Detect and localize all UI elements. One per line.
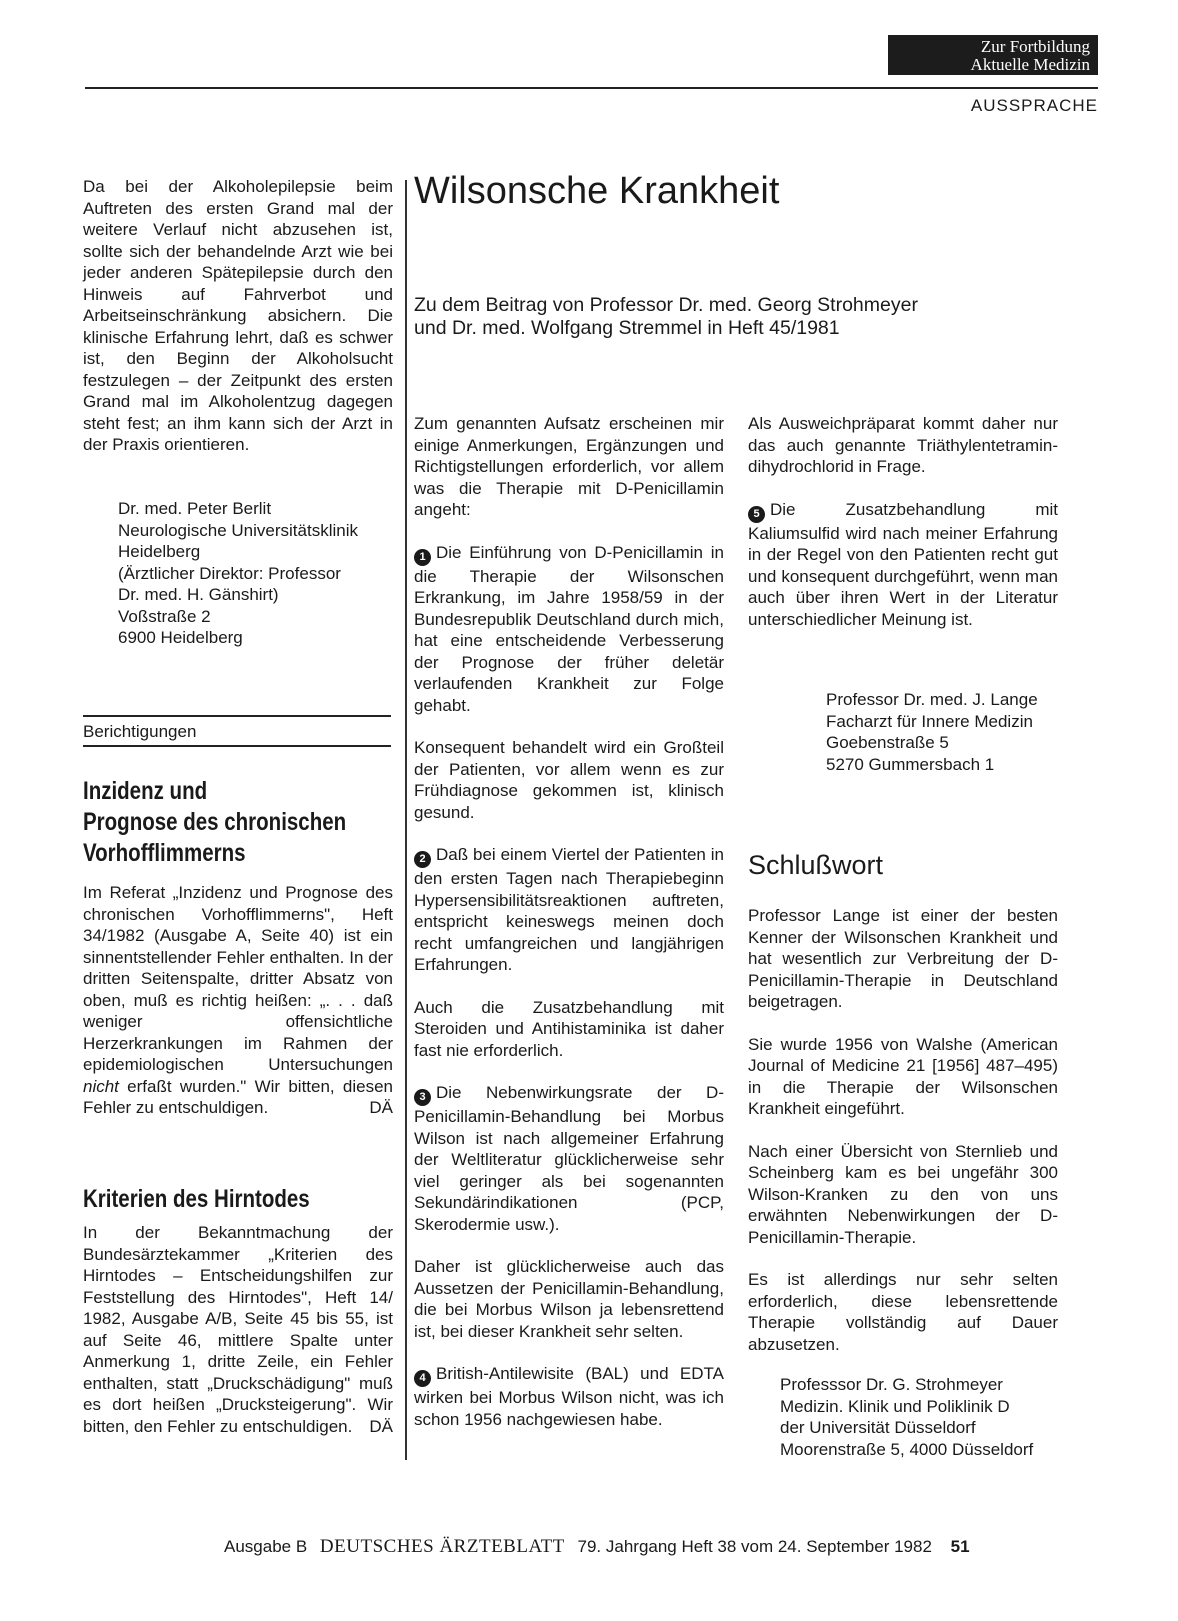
sig-line: 6900 Heidelberg: [118, 628, 243, 647]
author-tag: DÄ: [369, 1098, 393, 1117]
section-box: [888, 35, 1098, 75]
paragraph-numbered: [748, 499, 1058, 631]
article-title: Wilsonsche Krankheit: [414, 170, 780, 212]
paragraph: Professor Lange ist einer der besten Kenner der Wilsonschen Krankheit und hat wesentlich zur Verbreitung der D-Penicillamin-Therapie in Deutschland beigetragen.: [748, 906, 1058, 1011]
paragraph: Konsequent behandelt wird ein Großteil der Patienten, vor allem wenn es zur Frühdiagnose gekommen ist, klinisch gesund.: [414, 738, 724, 822]
sig-line: Facharzt für Innere Medizin: [826, 711, 1033, 731]
paragraph-numbered: [414, 844, 724, 976]
paragraph-numbered: [414, 542, 724, 717]
sig-line: 5270 Gummersbach 1: [826, 754, 995, 774]
hirntod-text: [83, 1222, 393, 1437]
sig-line: Dr. med. H. Gänshirt): [118, 585, 279, 604]
schlusswort-heading: Schlußwort: [748, 850, 884, 880]
sig-line: Moorenstraße 5, 4000 Düsseldorf: [780, 1439, 1034, 1459]
number-badge: 2: [414, 851, 431, 868]
section-box-line1: Zur Fortbildung: [980, 37, 1090, 56]
subtitle-line: Zu dem Beitrag von Professor Dr. med. Georg Strohmeyer: [414, 294, 918, 316]
strohmeyer-signature: [780, 1374, 1080, 1460]
paragraph-text: Die Einführung von D-Penicillamin in die Therapie der Wilsonschen Erkrankung, im Jahre 1958/59 in der Bundesrepublik Deutschland durch mich, hat eine entscheidende Verbesserung der Prognose der früher deletär verlaufenden Krankheit zur Folge gehabt.: [414, 542, 724, 715]
sig-line: Professor Dr. med. J. Lange: [826, 690, 1038, 709]
inzidenz-text-a: Im Referat „Inzidenz und Prognose des chronischen Vorhofflimmerns", Heft 34/1982 (Ausgabe A, Seite 40) ist ein sinnentstellender Fehler enthalten. In der dritten Seitenspalte, dritter Absatz von oben, muß es richtig heißen: „. . . daß weniger offensichtliche Herzerkrankungen im Rahmen der epidemiologischen Untersuchungen: [83, 883, 393, 1074]
paragraph: Daher ist glücklicherweise auch das Aussetzen der Penicillamin-Behandlung, die bei Morbus Wilson ja lebensrettend ist, bei dieser Krankheit sehr selten.: [414, 1257, 724, 1341]
paragraph: Auch die Zusatzbehandlung mit Steroiden und Antihistaminika ist daher fast nie erforderlich.: [414, 997, 724, 1060]
berichtigungen-rule-bottom: [83, 745, 391, 747]
paragraph: Sie wurde 1956 von Walshe (American Journal of Medicine 21 [1956] 487–495) in die Therapie der Wilsonschen Krankheit eingeführt.: [748, 1034, 1058, 1118]
sig-line: Goebenstraße 5: [826, 733, 949, 752]
paragraph: Nach einer Übersicht von Sternlieb und Scheinberg kam es bei ungefähr 300 Wilson-Kranken zu den von uns erwähnten Nebenwirkungen der D-Penicillamin-Therapie.: [748, 1141, 1058, 1247]
sig-line: (Ärztlicher Direktor: Professor: [118, 563, 341, 583]
left-signature: [118, 498, 398, 649]
left-intro: Da bei der Alkoholepilepsie beim Auftreten des ersten Grand mal der weitere Verlauf nicht abzusehen ist, sollte sich der behandelnde Arzt wie bei jeder anderen Spätepilepsie durch den Hinweis auf Fahrverbot und Arbeitseinschränkung absichern. Die klinische Erfahrung lehrt, daß es schwer ist, den Beginn der Alkoholsucht festzulegen – der Zeitpunkt des ersten Grand mal im Alkoholentzug dagegen steht fest; an ihm kann sich der Arzt in der Praxis orientieren.: [83, 177, 393, 454]
footer-journal: DEUTSCHES ÄRZTEBLATT: [319, 1536, 565, 1557]
paragraph: Zum genannten Aufsatz erscheinen mir einige Anmerkungen, Ergänzungen und Richtigstellungen erforderlich, vor allem was die Therapie mit D-Penicillamin angeht:: [414, 414, 724, 519]
article-subtitle: [414, 294, 1094, 340]
hirntod-text-body: In der Bekanntmachung der Bundesärztekammer „Kriterien des Hirntodes – Entscheidungshilfen zur Feststellung des Hirntodes", Heft 14/ 1982, Ausgabe A/B, Seite 45 bis 55, ist auf Seite 46, mittlere Spalte unter Anmerkung 1, dritte Zeile, ein Fehler enthalten, statt „Druckschädigung" muß es dort heißen „Drucksteigerung". Wir bitten, den Fehler zu entschuldigen.: [83, 1223, 393, 1436]
lange-signature: [826, 689, 1086, 775]
page-footer: [224, 1536, 970, 1558]
header-rule: [85, 87, 1098, 89]
berichtigungen-label: Berichtigungen: [83, 722, 197, 741]
heading-line: Prognose des chronischen: [83, 808, 347, 836]
sig-line: Voßstraße 2: [118, 606, 211, 626]
heading-line: Vorhofflimmerns: [83, 839, 246, 867]
number-badge: 4: [414, 1370, 431, 1387]
paragraph-text: Die Nebenwirkungsrate der D-Penicillamin-Behandlung bei Morbus Wilson ist nach allgemeiner Erfahrung der Weltliteratur glücklicherweise sehr viel geringer als bei sogenannten Sekundärindikationen (PCP, Skerodermie usw.).: [414, 1083, 724, 1234]
author-tag: DÄ: [369, 1416, 393, 1436]
sig-line: Medizin. Klinik und Poliklinik D: [780, 1396, 1010, 1416]
berichtigungen-rule-top: [83, 715, 391, 717]
sig-line: Neurologische Universitätsklinik: [118, 520, 358, 540]
middle-column: [414, 413, 724, 1430]
page-number: 51: [950, 1537, 970, 1556]
sig-line: Dr. med. Peter Berlit: [118, 499, 272, 518]
footer-issue: 79. Jahrgang Heft 38 vom 24. September 1982: [577, 1537, 932, 1556]
footer-edition: Ausgabe B: [224, 1537, 308, 1556]
inzidenz-text: [83, 882, 393, 1119]
paragraph-numbered: [414, 1082, 724, 1235]
heading-inzidenz: [83, 776, 404, 869]
heading-hirntod: [83, 1184, 359, 1215]
paragraph-text: Die Zusatzbehandlung mit Kaliumsulfid wird nach meiner Erfahrung in der Regel von den Patienten recht gut und konsequent durchgeführt, wenn man auch über ihren Wert in der Literatur unterschiedlicher Meinung ist.: [748, 499, 1058, 629]
right-column-top: [748, 413, 1058, 630]
paragraph-numbered: [414, 1363, 724, 1430]
number-badge: 1: [414, 549, 431, 566]
number-badge: 5: [748, 506, 765, 523]
number-badge: 3: [414, 1089, 431, 1106]
sig-line: Heidelberg: [118, 542, 201, 561]
schlusswort-text: [748, 905, 1058, 1355]
section-box-line2: Aktuelle Medizin: [970, 55, 1090, 74]
paragraph: Es ist allerdings nur sehr selten erforderlich, diese lebensrettende Therapie vollständig auf Dauer abzusetzen.: [748, 1270, 1058, 1354]
sig-line: Professsor Dr. G. Strohmeyer: [780, 1375, 1003, 1394]
sig-line: der Universität Düsseldorf: [780, 1418, 976, 1437]
paragraph-text: British-Antilewisite (BAL) und EDTA wirken bei Morbus Wilson nicht, was ich schon 1956 nachgewiesen habe.: [414, 1364, 724, 1429]
inzidenz-text-italic: nicht: [83, 1076, 119, 1096]
section-label: AUSSPRACHE: [970, 96, 1098, 115]
heading-line: Inzidenz und: [83, 777, 208, 805]
column-divider: [405, 180, 407, 1460]
inzidenz-text-b: erfaßt wurden." Wir bitten, diesen Fehler zu entschuldigen.: [83, 1076, 393, 1117]
heading-line: Kriterien des Hirntodes: [83, 1185, 310, 1213]
subtitle-line: und Dr. med. Wolfgang Stremmel in Heft 45/1981: [414, 317, 840, 339]
paragraph: Als Ausweichpräparat kommt daher nur das auch genannte Triäthylentetramin-dihydrochlorid in Frage.: [748, 414, 1058, 476]
paragraph-text: Daß bei einem Viertel der Patienten in den ersten Tagen nach Therapiebeginn Hypersensibilitätsreaktionen auftreten, entspricht keineswegs meinen doch recht umfangreichen und langjährigen Erfahrungen.: [414, 845, 724, 974]
